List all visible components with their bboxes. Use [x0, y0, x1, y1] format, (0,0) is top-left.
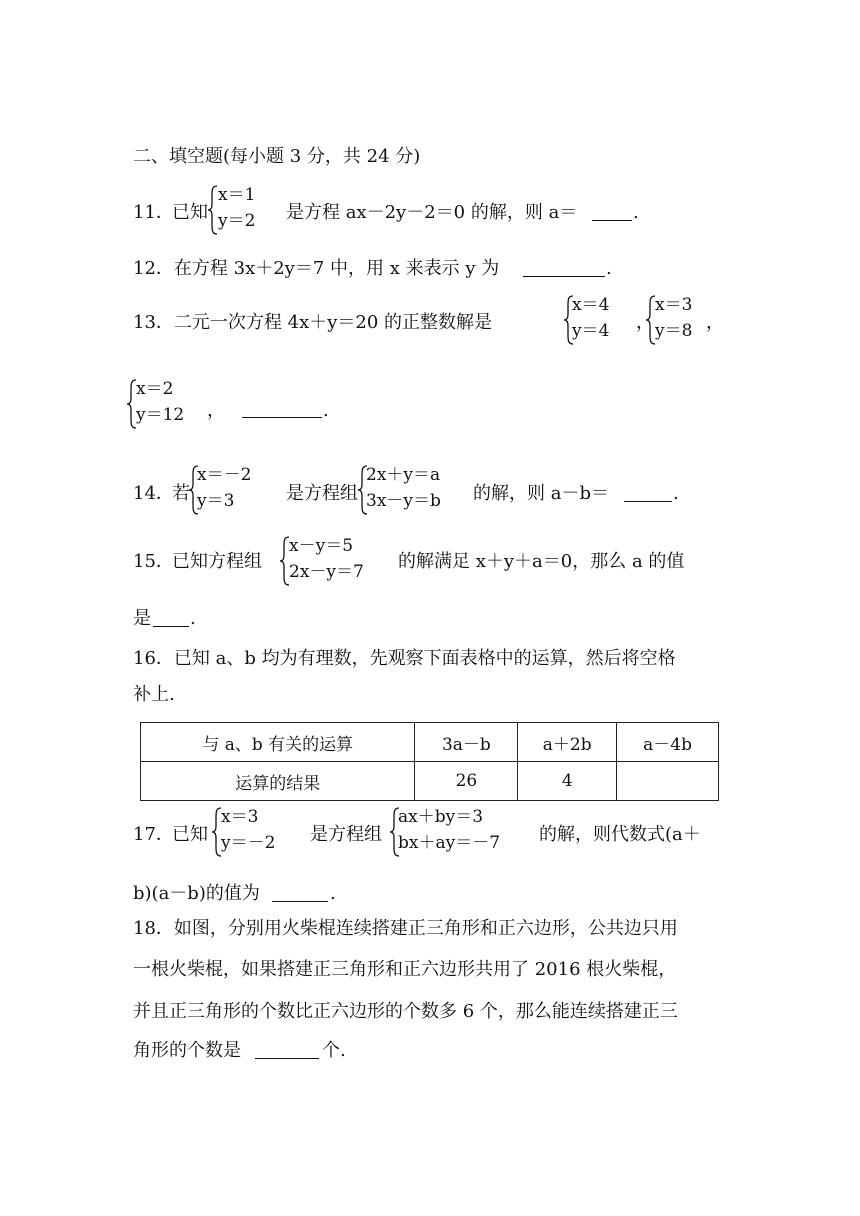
q14-solution-x: x＝－2	[197, 465, 252, 485]
table-row	[141, 723, 719, 762]
q14-middle: 是方程组	[286, 483, 358, 504]
table-answer-cell[interactable]	[617, 762, 719, 801]
q14-end: .	[673, 483, 679, 504]
q11-statement: 是方程 ax－2y－2＝0 的解，则 a＝	[286, 202, 578, 223]
table-cell: 运算的结果	[141, 762, 415, 801]
q14-number: 14．	[133, 483, 174, 504]
table-row	[141, 762, 719, 801]
q17-answer-blank[interactable]	[272, 901, 328, 902]
q15-system-eq2: 2x－y＝7	[289, 562, 364, 582]
q15-prefix: 已知方程组	[172, 551, 262, 572]
section-title: 二、填空题(每小题 3 分，共 24 分)	[133, 146, 421, 167]
table-header-cell: 3a－b	[415, 723, 518, 762]
table-header-cell: 与 a、b 有关的运算	[141, 723, 415, 762]
q17-statement: 的解，则代数式(a＋	[539, 824, 701, 845]
q13-comma-3: ，	[207, 400, 225, 421]
table-cell: 4	[518, 762, 617, 801]
q11-solution-y: y＝2	[218, 211, 256, 231]
q18-answer-blank[interactable]	[255, 1058, 319, 1059]
table-header-cell: a－4b	[617, 723, 719, 762]
q16-line1: 16．已知 a、b 均为有理数，先观察下面表格中的运算，然后将空格	[133, 648, 676, 669]
q18-line4: 角形的个数是	[133, 1040, 241, 1061]
q15-number: 15．	[133, 551, 174, 572]
q13-solution-2-x: x＝3	[655, 295, 693, 315]
q11-answer-blank[interactable]	[592, 220, 632, 221]
q17-line2: b)(a－b)的值为	[133, 883, 260, 904]
q17-end: .	[330, 883, 336, 904]
q15-system-eq1: x－y＝5	[289, 536, 354, 556]
q14-system-eq2: 3x－y＝b	[366, 491, 441, 511]
q17-number: 17．	[133, 824, 174, 845]
q16-line2: 补上.	[133, 684, 175, 705]
q11-prefix: 已知	[172, 202, 208, 223]
q17-middle: 是方程组	[310, 824, 382, 845]
q18-end: 个.	[322, 1040, 346, 1061]
q13-end: .	[323, 400, 329, 421]
q13-solution-1-y: y＝4	[572, 321, 610, 341]
q15-statement: 的解满足 x＋y＋a＝0，那么 a 的值	[398, 551, 685, 572]
q18-line1: 18．如图，分别用火柴棍连续搭建正三角形和正六边形，公共边只用	[133, 918, 678, 939]
q14-answer-blank[interactable]	[624, 501, 672, 502]
q12-text: 12．在方程 3x＋2y＝7 中，用 x 来表示 y 为	[133, 258, 500, 279]
q13-comma-2: ，	[706, 312, 724, 333]
q17-solution-y: y＝－2	[221, 833, 276, 853]
q14-solution-y: y＝3	[197, 491, 235, 511]
table-cell: 26	[415, 762, 518, 801]
q15-end: .	[190, 608, 196, 629]
q18-line2: 一根火柴棍，如果搭建正三角形和正六边形共用了 2016 根火柴棍，	[133, 959, 677, 980]
q15-answer-blank[interactable]	[153, 626, 189, 627]
q11-solution-x: x＝1	[218, 185, 256, 205]
q12-answer-blank[interactable]	[523, 276, 605, 277]
q17-prefix: 已知	[172, 824, 208, 845]
q13-solution-3-y: y＝12	[136, 405, 185, 425]
q17-solution-x: x＝3	[221, 807, 259, 827]
q11-number: 11．	[133, 202, 174, 223]
q18-line3: 并且正三角形的个数比正六边形的个数多 6 个，那么能连续搭建正三	[133, 1001, 678, 1022]
q15-line2: 是	[133, 608, 151, 629]
q11-end: .	[633, 202, 639, 223]
q13-text: 13．二元一次方程 4x＋y＝20 的正整数解是	[133, 312, 493, 333]
q13-solution-1-x: x＝4	[572, 295, 610, 315]
q17-system-eq2: bx＋ay＝－7	[398, 833, 501, 853]
table-header-cell: a＋2b	[518, 723, 617, 762]
q14-prefix: 若	[172, 483, 190, 504]
operations-table	[140, 722, 719, 801]
q17-system-eq1: ax＋by＝3	[398, 807, 484, 827]
q13-solution-2-y: y＝8	[655, 321, 693, 341]
q13-solution-3-x: x＝2	[136, 379, 174, 399]
q13-answer-blank[interactable]	[242, 417, 322, 418]
q13-comma-1: ，	[636, 312, 654, 333]
q14-statement: 的解，则 a－b＝	[473, 483, 609, 504]
q14-system-eq1: 2x＋y＝a	[366, 465, 441, 485]
q12-end: .	[606, 258, 612, 279]
